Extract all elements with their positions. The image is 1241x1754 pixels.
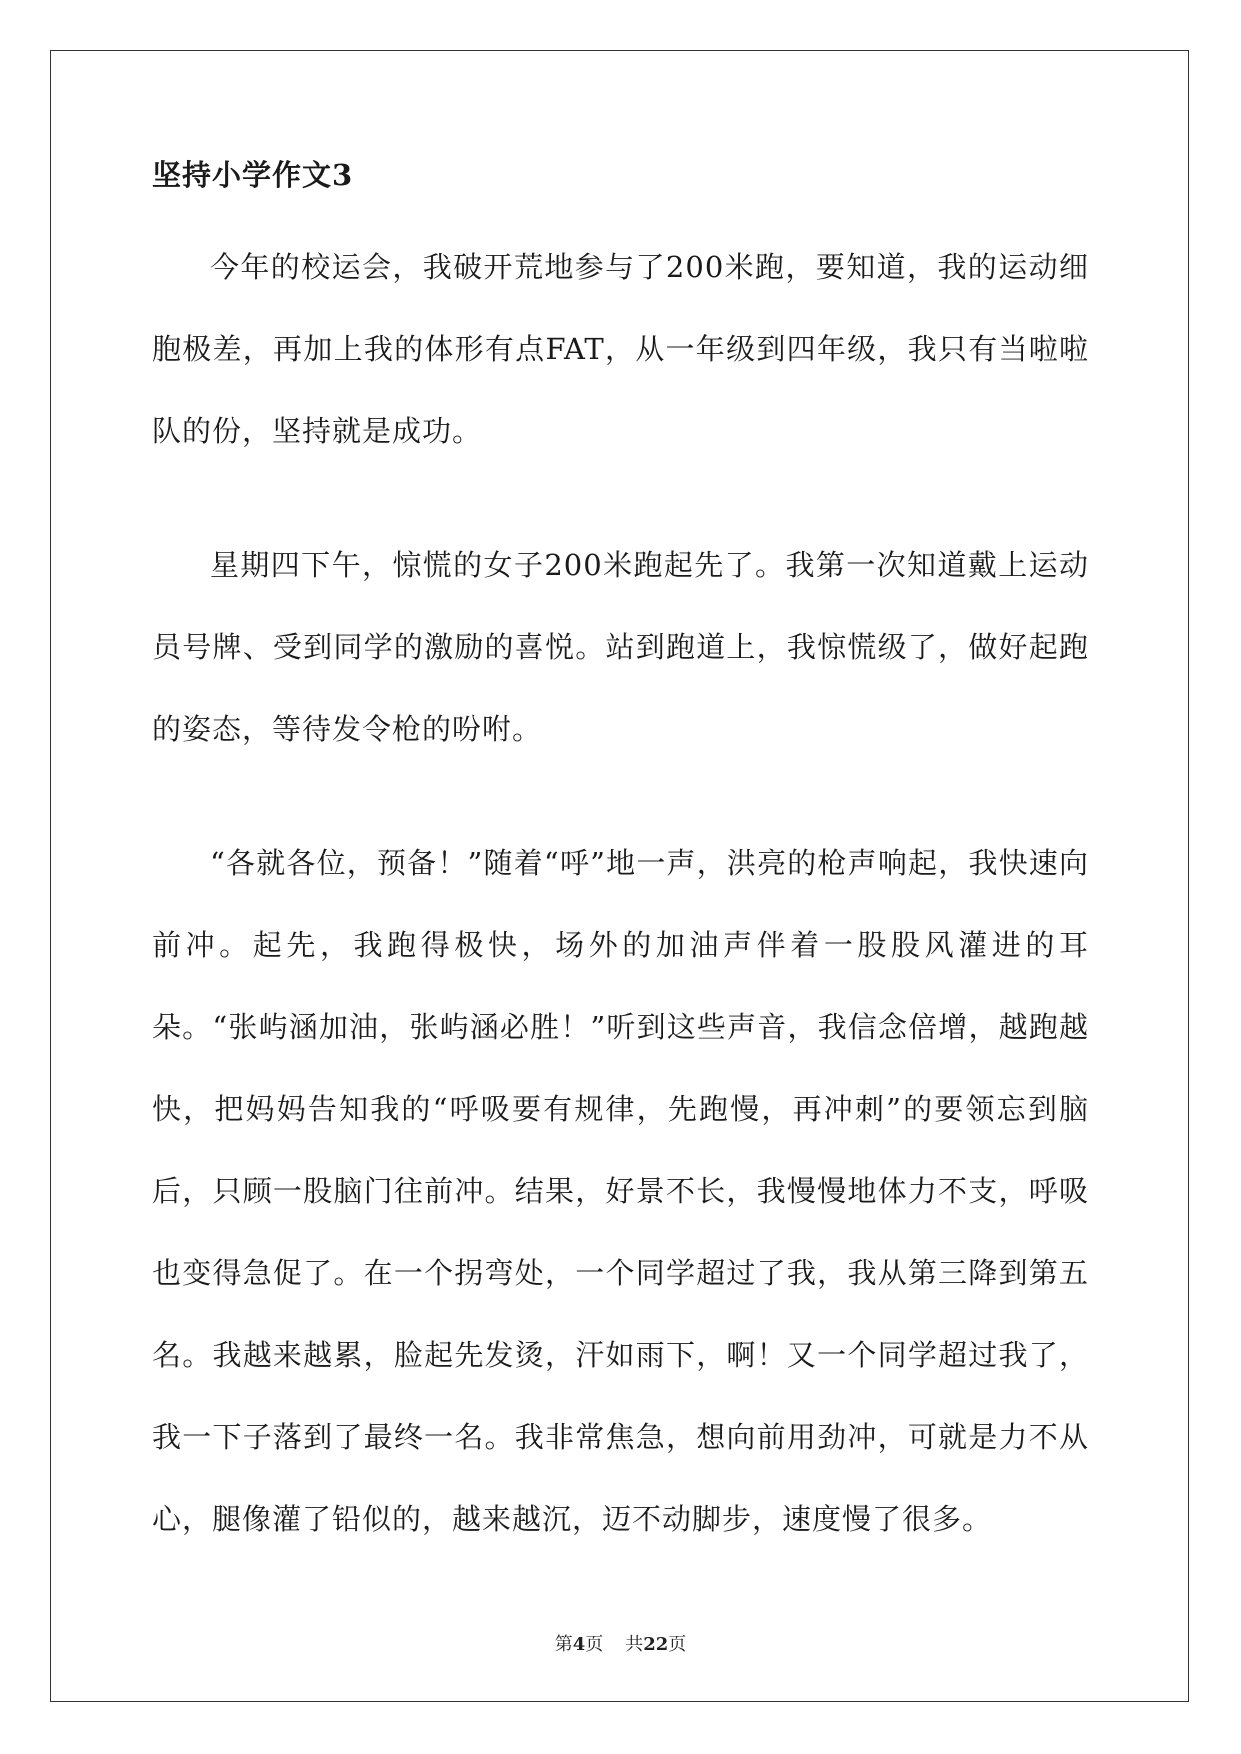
page-number: 4 bbox=[572, 1634, 586, 1655]
paragraph-2: 星期四下午，惊慌的女子200米跑起先了。我第一次知道戴上运动员号牌、受到同学的激励的喜悦。站到跑道上，我惊慌级了，做好起跑的姿态，等待发令枪的吩咐。 bbox=[152, 548, 1089, 746]
document-title: 坚持小学作文3 bbox=[152, 158, 354, 192]
total-prefix: 共 bbox=[625, 1634, 644, 1655]
total-pages: 22 bbox=[643, 1634, 669, 1655]
document-body bbox=[152, 160, 1089, 1560]
page-suffix: 页 bbox=[585, 1634, 604, 1655]
paragraph-1: 今年的校运会，我破开荒地参与了200米跑，要知道，我的运动细胞极差，再加上我的体形有点FAT，从一年级到四年级，我只有当啦啦队的份，坚持就是成功。 bbox=[152, 250, 1089, 448]
page-prefix: 第 bbox=[554, 1634, 573, 1655]
paragraph-3: “各就各位，预备！”随着“呼”地一声，洪亮的枪声响起，我快速向前冲。起先，我跑得极快，场外的加油声伴着一股股风灌进的耳朵。“张屿涵加油，张屿涵必胜！”听到这些声音，我信念倍增，越跑越快，把妈妈告知我的“呼吸要有规律，先跑慢，再冲刺”的要领忘到脑后，只顾一股脑门往前冲。结果，好景不长，我慢慢地体力不支，呼吸也变得急促了。在一个拐弯处，一个同学超过了我，我从第三降到第五名。我越来越累，脸起先发烫，汗如雨下，啊！又一个同学超过我了，我一下子落到了最终一名。我非常焦急，想向前用劲冲，可就是力不从心，腿像灌了铅似的，越来越沉，迈不动脚步，速度慢了很多。 bbox=[152, 846, 1089, 1536]
page-footer bbox=[0, 1630, 1241, 1656]
total-suffix: 页 bbox=[668, 1634, 687, 1655]
